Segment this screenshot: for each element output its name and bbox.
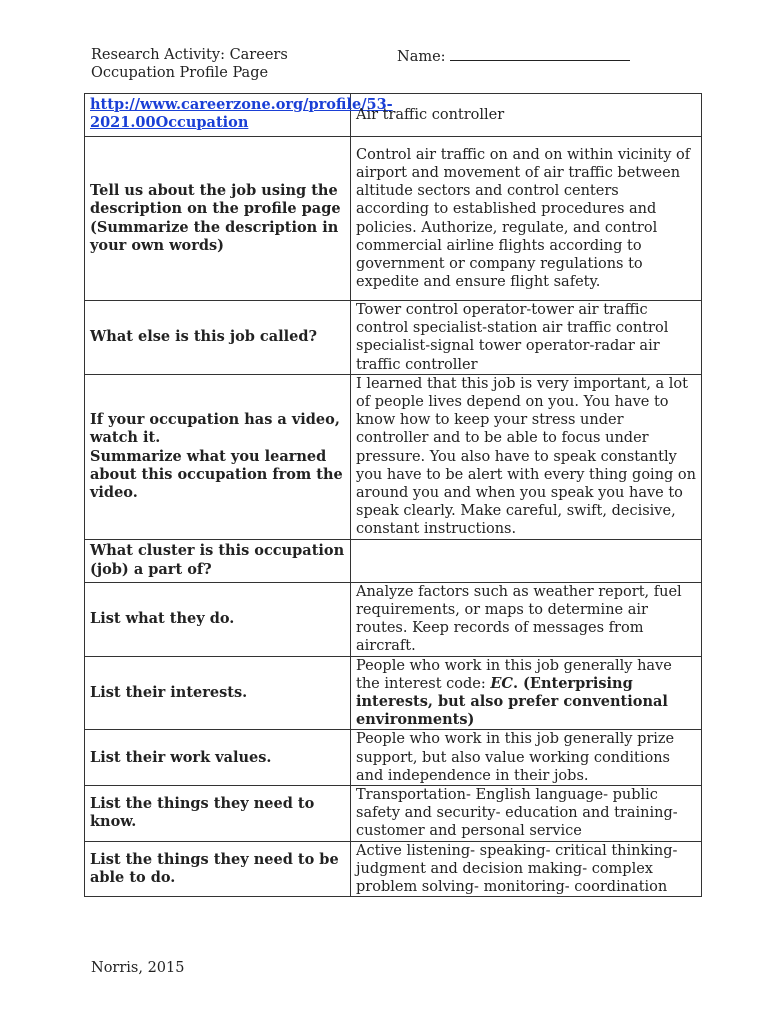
worksheet-title xyxy=(91,46,288,82)
name-blank-line[interactable] xyxy=(450,46,630,61)
table-row xyxy=(85,730,702,786)
name-field[interactable] xyxy=(397,46,630,66)
table-row xyxy=(85,786,702,842)
question-cell: What else is this job called? xyxy=(85,301,351,375)
question-cell xyxy=(85,374,351,539)
profile-table xyxy=(84,93,702,897)
question-cell xyxy=(85,94,393,137)
interest-description: (Enterprising interests, but also prefer conventional environments) xyxy=(356,674,668,729)
table-row xyxy=(85,137,702,301)
question-cell: Tell us about the job using the description on the profile page (Summarize the description in your own words) xyxy=(85,137,351,301)
question-cell: List the things they need to know. xyxy=(85,786,351,842)
answer-cell: Air traffic controller xyxy=(351,94,702,137)
name-label: Name: xyxy=(397,49,446,65)
answer-cell: Transportation- English language- public safety and security- education and training- customer and personal service xyxy=(351,786,702,842)
question-line-2: Summarize what you learned about this occupation from the video. xyxy=(90,447,343,502)
table-row xyxy=(85,656,702,730)
table-row xyxy=(85,582,702,656)
table-row xyxy=(85,841,702,897)
answer-cell xyxy=(351,656,702,730)
interest-code: EC xyxy=(490,674,513,692)
answer-cell: I learned that this job is very important, a lot of people lives depend on you. You have to know how to keep your stress under controller and to be able to focus under pressure. You also have to speak constantly you have to be alert with every thing going on around you and when you speak you have to speak clearly. Make careful, swift, decisive, constant instructions. xyxy=(351,374,702,539)
table-row xyxy=(85,539,702,582)
table-row xyxy=(85,94,702,137)
question-cell: List what they do. xyxy=(85,582,351,656)
question-cell: List their work values. xyxy=(85,730,351,786)
title-line-1: Research Activity: Careers xyxy=(91,47,288,63)
careerzone-link[interactable]: http://www.careerzone.org/profile/53-2021.00Occupation xyxy=(90,96,393,132)
answer-cell: Active listening- speaking- critical thinking- judgment and decision making- complex problem solving- monitoring- coordination xyxy=(351,841,702,897)
table-row xyxy=(85,374,702,539)
footer-credit: Norris, 2015 xyxy=(91,960,185,976)
interest-intro: People who work in this job generally have the interest code: xyxy=(356,657,672,692)
title-line-2: Occupation Profile Page xyxy=(91,65,269,81)
answer-cell: Control air traffic on and on within vicinity of airport and movement of air traffic between altitude sectors and control centers according to established procedures and policies. Authorize, regulate, and control commercial airline flights according to government or company regulations to expedite and ensure flight safety. xyxy=(351,137,702,301)
question-cell: What cluster is this occupation (job) a part of? xyxy=(85,539,351,582)
answer-cell: Analyze factors such as weather report, fuel requirements, or maps to determine air routes. Keep records of messages from aircraft. xyxy=(351,582,702,656)
table-row xyxy=(85,301,702,375)
answer-cell: Tower control operator-tower air traffic control specialist-station air traffic control specialist-signal tower operator-radar air traffic controller xyxy=(351,301,702,375)
question-cell: List their interests. xyxy=(85,656,351,730)
answer-cell xyxy=(351,539,702,582)
question-cell: List the things they need to be able to do. xyxy=(85,841,351,897)
interest-dot: . xyxy=(512,674,524,692)
question-line-1: If your occupation has a video, watch it. xyxy=(90,411,340,447)
answer-cell: People who work in this job generally prize support, but also value working conditions and independence in their jobs. xyxy=(351,730,702,786)
